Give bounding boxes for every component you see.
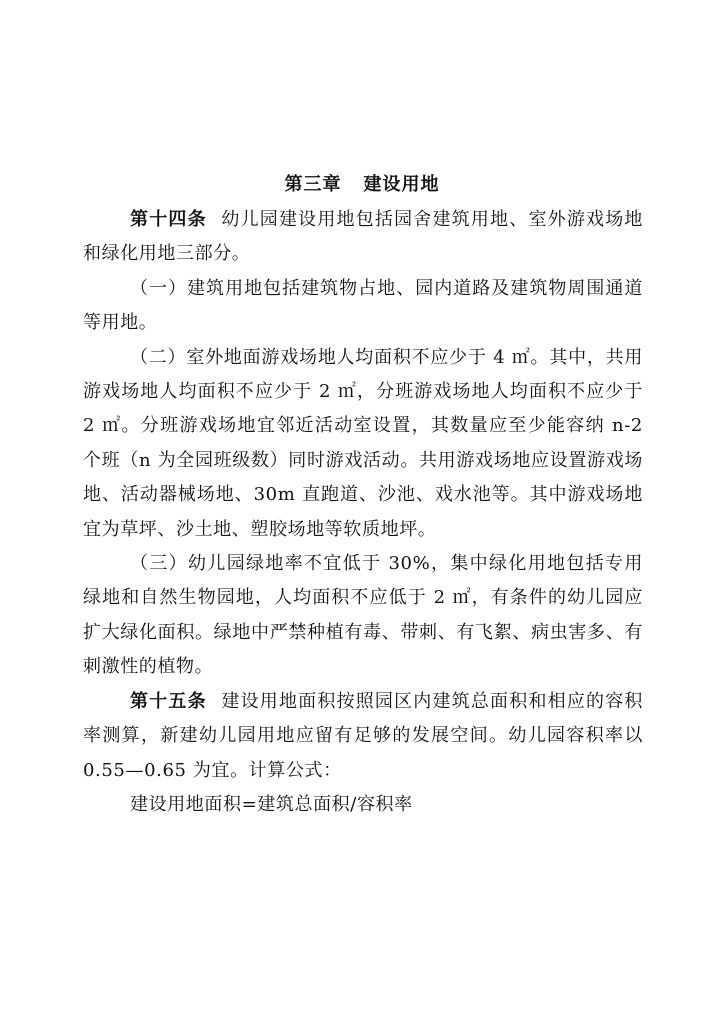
article-14-item-3: （三）幼儿园绿地率不宜低于 30%，集中绿化用地包括专用绿地和自然生物园地，人均面积不应低于 2 ㎡，有条件的幼儿园应扩大绿化面积。绿地中严禁种植有毒、带刺、有飞絮、病虫害多、有刺激性的植物。 xyxy=(83,553,643,678)
article-15-text: 建设用地面积按照园区内建筑总面积和相应的容积率测算，新建幼儿园用地应留有足够的发展空间。幼儿园容积率以 0.55—0.65 为宜。计算公式： xyxy=(83,690,644,781)
article-15 xyxy=(83,685,643,788)
article-14-item-1: （一）建筑用地包括建筑物占地、园内道路及建筑物周围通道等用地。 xyxy=(83,277,643,334)
document-body xyxy=(83,203,643,822)
article-14-item-2: （二）室外地面游戏场地人均面积不应少于 4 ㎡。其中，共用游戏场地人均面积不应少于 2 ㎡，分班游戏场地人均面积不应少于 2 ㎡。分班游戏场地宜邻近活动室设置，其数量应至少能容纳 n-2 个班（n 为全园班级数）同时游戏活动。共用游戏场地应设置游戏场地、活动器械场地、30m 直跑道、沙池、戏水池等。其中游戏场地宜为草坪、沙土地、塑胶场地等软质地坪。 xyxy=(83,346,643,540)
article-14 xyxy=(83,203,643,272)
chapter-heading xyxy=(0,170,724,196)
formula: 建设用地面积=建筑总面积/容积率 xyxy=(130,793,413,815)
article-14-label: 第十四条 xyxy=(130,209,207,230)
article-14-text: 幼儿园建设用地包括园舍建筑用地、室外游戏场地和绿化用地三部分。 xyxy=(83,209,644,265)
article-15-label: 第十五条 xyxy=(130,690,207,712)
chapter-number: 第三章 xyxy=(284,174,342,195)
chapter-title: 建设用地 xyxy=(363,174,440,195)
